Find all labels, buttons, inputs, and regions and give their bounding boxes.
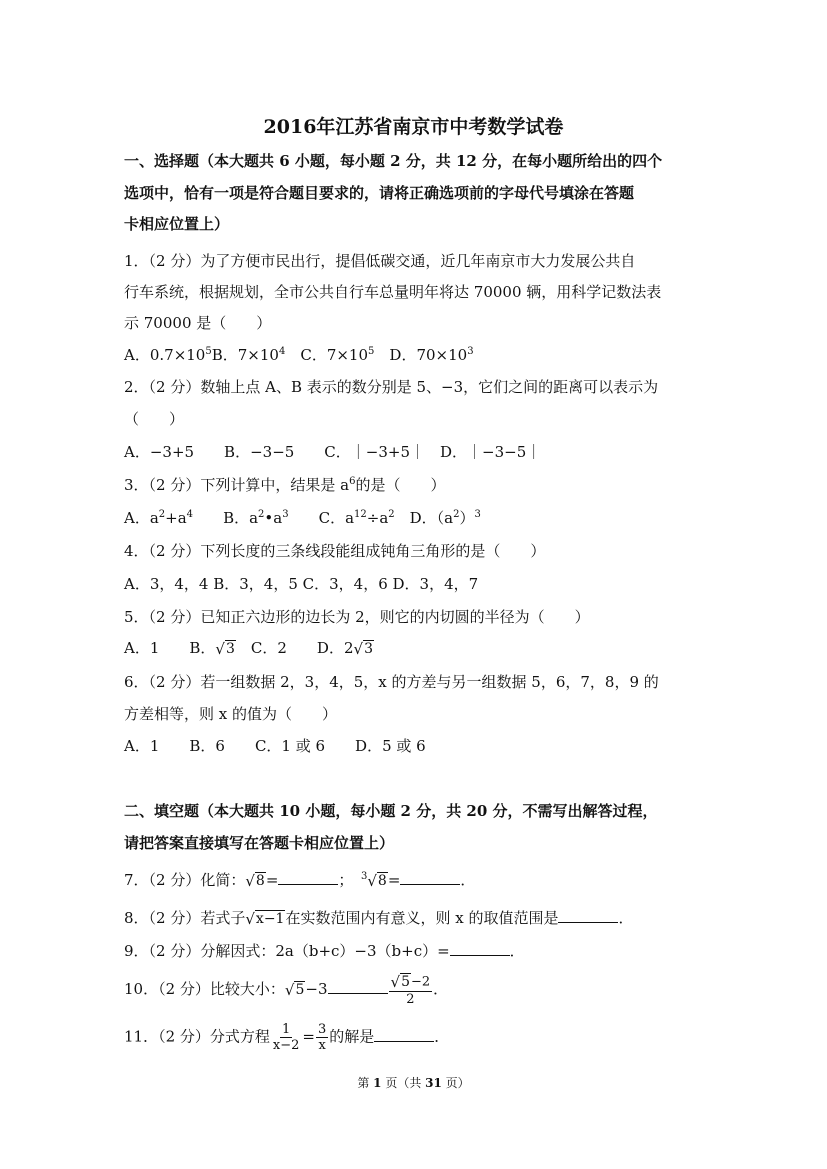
q1-stem-line2: 行车系统，根据规划，全市公共自行车总量明年将达 70000 辆，用科学记数法表 [124, 283, 662, 301]
section1-heading-line2: 选项中，恰有一项是符合题目要求的，请将正确选项前的字母代号填涂在答题 [124, 184, 635, 202]
page-footer: 第 1 页（共 31 页） [357, 1076, 470, 1090]
q3-options [124, 507, 481, 529]
q1-option-d: D．$70\times 10^3$ [389, 346, 474, 364]
q1-option-b: B．$7\times 10^4$ [211, 346, 286, 364]
fraction: $\frac{1}{x-2}$ [272, 1022, 300, 1053]
q3-option-c: C．$a^{12}\div a^2$ [318, 509, 395, 527]
answer-blank [278, 870, 338, 885]
sqrt-3-radical: √ 3 [215, 640, 235, 658]
q3-option-d: D．$(a^2)^3$ [409, 509, 481, 527]
q8-stem: 8．（2 分）若式子 √ x−1 在实数范围内有意义，则 x 的取值范围是 ． [124, 909, 634, 928]
q6-stem-line2: 方差相等，则 x 的值为（ ） [124, 705, 337, 723]
q1-stem-line3: 示 70000 是（ ） [124, 314, 272, 332]
q7-stem: 7．（2 分）化简： √ 8 = ； $^3$ √ 8 = ． [124, 871, 476, 890]
q3-option-a: A．$a^2+a^4$ [124, 509, 194, 527]
answer-blank [374, 1027, 434, 1042]
q1-option-c: C．$7\times 10^5$ [300, 346, 375, 364]
q10-stem: 10．（2 分）比较大小： √ 5 −3 √ 5 −2 2 ． [124, 973, 449, 1007]
fraction: $\frac{3}{x}$ [317, 1022, 327, 1053]
fraction: √ 5 −2 2 [390, 973, 431, 1007]
q6-stem-line1: 6．（2 分）若一组数据 2，3，4，5，x 的方差与另一组数据 5，6，7，8，9 的 [124, 673, 659, 691]
sqrt-x-minus-1-radical: √ x−1 [245, 910, 285, 928]
q1-option-a: A．$0.7\times 10^5$ [124, 346, 212, 364]
sqrt-8-radical: √ 8 [245, 872, 265, 890]
answer-blank [450, 941, 510, 956]
q1-options [124, 344, 474, 366]
q2-options: A．−3+5 B．−3−5 C．｜−3+5｜ D．｜−3−5｜ [124, 443, 542, 461]
section1-heading-line3: 卡相应位置上） [124, 215, 230, 233]
q3-option-b: B．$a^2•a^3$ [223, 509, 289, 527]
q2-stem-line2: （ ） [124, 410, 185, 428]
section2-heading-line2: 请把答案直接填写在答题卡相应位置上） [124, 834, 395, 852]
page-title: 2016年江苏省南京市中考数学试卷 [263, 116, 564, 138]
answer-blank [558, 908, 618, 923]
q4-stem: 4．（2 分）下列长度的三条线段能组成钝角三角形的是（ ） [124, 542, 546, 560]
cube-root-8-radical: √ 8 [367, 872, 387, 890]
section1-heading-line1: 一、选择题（本大题共 6 小题，每小题 2 分，共 12 分，在每小题所给出的四个 [124, 152, 663, 170]
q4-options: A．3，4，4 B．3，4，5 C．3，4，6 D．3，4，7 [124, 575, 479, 593]
q9-stem: 9．（2 分）分解因式：2a（b+c）−3（b+c）= ． [124, 942, 525, 960]
q2-stem-line1: 2．（2 分）数轴上点 A、B 表示的数分别是 5、−3，它们之间的距离可以表示为 [124, 378, 659, 396]
q1-stem-line1: 1．（2 分）为了方便市民出行，提倡低碳交通，近几年南京市大力发展公共自 [124, 252, 636, 270]
q11-stem: 11．（2 分）分式方程 $\frac{1}{x-2}$ = $\frac{3}{x}$ 的解是 ． [124, 1022, 450, 1053]
q5-stem: 5．（2 分）已知正六边形的边长为 2，则它的内切圆的半径为（ ） [124, 608, 590, 626]
q5-options: A．1 B． √ 3 C．2 D．2 √ 3 [124, 639, 373, 658]
answer-blank [400, 870, 460, 885]
q6-options: A．1 B．6 C．1 或 6 D．5 或 6 [124, 737, 426, 755]
sqrt-3-radical: √ 3 [353, 640, 373, 658]
q3-stem: 3．（2 分）下列计算中，结果是 $a^6$的是（ ） [124, 476, 446, 494]
section2-heading-line1: 二、填空题（本大题共 10 小题，每小题 2 分，共 20 分，不需写出解答过程， [124, 802, 658, 820]
sqrt-5-radical: √ 5 [284, 981, 305, 999]
answer-blank [328, 979, 388, 994]
